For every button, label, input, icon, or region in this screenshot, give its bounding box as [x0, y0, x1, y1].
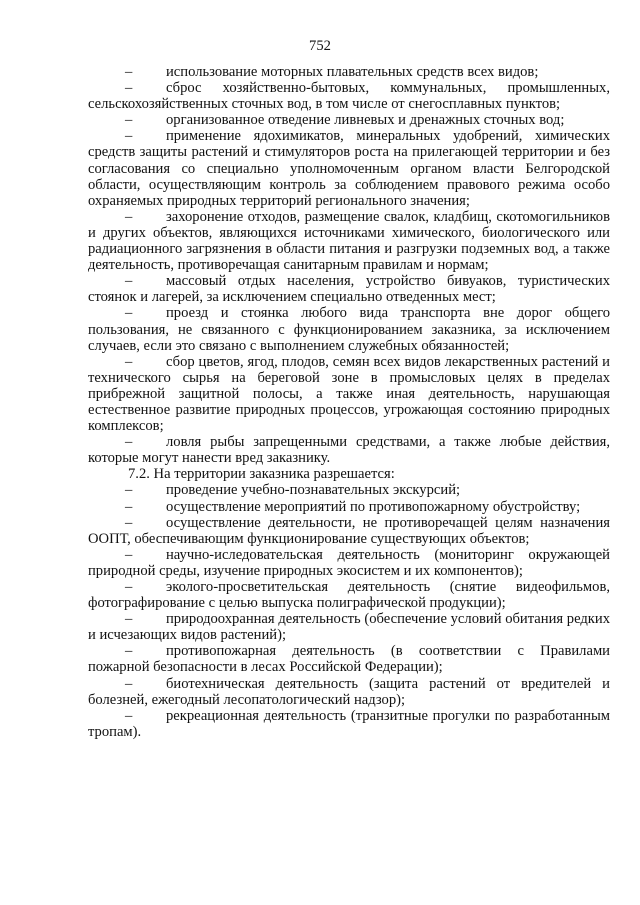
list-item-text: использование моторных плавательных средств всех видов;: [166, 64, 539, 80]
list-dash: –: [125, 208, 133, 225]
list-dash: –: [125, 643, 133, 660]
list-item: [88, 708, 610, 740]
list-item: [88, 64, 610, 80]
list-item: [88, 482, 610, 498]
list-item: [88, 128, 610, 208]
list-item-text: захоронение отходов, размещение свалок, кладбищ, скотомогильников и других объектов, являющихся источниками химического, биологического или радиационного загрязнения в области питания и разгрузки подземных вод, а также деятельность, противоречащая санитарным правилам и нормам;: [88, 208, 610, 274]
list-item: [88, 434, 610, 466]
list-item: [88, 305, 610, 353]
list-item: [88, 579, 610, 611]
list-item-text: осуществление мероприятий по противопожарному обустройству;: [166, 498, 581, 515]
list-item: [88, 354, 610, 434]
list-dash: –: [125, 128, 133, 145]
list-dash: –: [125, 546, 133, 563]
list-item: [88, 499, 610, 515]
list-item: [88, 515, 610, 547]
list-item: [88, 643, 610, 675]
list-item: [88, 611, 610, 643]
list-dash: –: [125, 64, 133, 80]
page-content: [88, 64, 610, 740]
list-dash: –: [125, 514, 133, 531]
list-item-text: сбор цветов, ягод, плодов, семян всех видов лекарственных растений и технического сырья на береговой зоне в промысловых целях в пределах прибрежной защитной полосы, а также иная деятельность, нарушающая естественное развитие природных процессов, угрожающая состоянию природных комплексов;: [88, 353, 610, 435]
list-item-text: рекреационная деятельность (транзитные прогулки по разработанным тропам).: [88, 707, 610, 740]
list-item-text: сброс хозяйственно-бытовых, коммунальных, промышленных, сельскохозяйственных сточных вод, в том числе от снегосплавных пунктов;: [88, 80, 610, 113]
list-item-text: научно-иследовательская деятельность (мониторинг окружающей природной среды, изучение природных экосистем и их компонентов);: [88, 546, 610, 579]
list-item-text: эколого-просветительская деятельность (снятие видеофильмов, фотографирование с целью выпуска полиграфической продукции);: [88, 579, 610, 612]
list-dash: –: [125, 112, 133, 129]
list-item-text: противопожарная деятельность (в соответствии с Правилами пожарной безопасности в лесах Российской Федерации);: [88, 643, 610, 676]
list-item-text: проезд и стоянка любого вида транспорта вне дорог общего пользования, не связанного с функционированием заказника, за исключением случаев, если это связано с выполнением служебных обязанностей;: [88, 305, 610, 354]
prohibited-list: [88, 64, 610, 466]
list-item-text: биотехническая деятельность (защита растений от вредителей и болезней, ежегодный лесопатологический надзор);: [88, 675, 610, 708]
list-item: [88, 209, 610, 273]
list-item: [88, 80, 610, 112]
list-dash: –: [125, 434, 133, 451]
list-dash: –: [125, 498, 133, 515]
list-dash: –: [125, 675, 133, 692]
list-dash: –: [125, 273, 133, 290]
list-dash: –: [125, 305, 133, 322]
list-dash: –: [125, 353, 133, 370]
section-heading: 7.2. На территории заказника разрешается:: [128, 466, 395, 483]
list-item: [88, 547, 610, 579]
list-item-text: осуществление деятельности, не противоречащей целям назначения ООПТ, обеспечивающим функционирование существующих объектов;: [88, 514, 610, 547]
list-item-text: природоохранная деятельность (обеспечение условий обитания редких и исчезающих видов растений);: [88, 611, 610, 644]
list-item: [88, 273, 610, 305]
page-number: 752: [309, 38, 331, 54]
list-item-text: проведение учебно-познавательных экскурсий;: [166, 482, 461, 499]
list-item-text: применение ядохимикатов, минеральных удобрений, химических средств защиты растений и стимуляторов роста на прилегающей территории и без согласования со специально уполномоченным органом власти Белгородской области, осуществляющим контроль за соблюдением правового режима особо охраняемых природных территорий регионального значения;: [88, 128, 610, 209]
list-item-text: ловля рыбы запрещенными средствами, а также любые действия, которые могут нанести вред заказнику.: [88, 434, 610, 467]
list-dash: –: [125, 707, 133, 724]
list-dash: –: [125, 482, 133, 499]
list-item: [88, 112, 610, 128]
list-item: [88, 676, 610, 708]
allowed-list: [88, 482, 610, 740]
list-dash: –: [125, 579, 133, 595]
list-dash: –: [125, 80, 133, 97]
list-item-text: организованное отведение ливневых и дренажных сточных вод;: [166, 112, 565, 129]
list-dash: –: [125, 611, 133, 628]
list-item-text: массовый отдых населения, устройство бивуаков, туристических стоянок и лагерей, за исключением специально отведенных мест;: [88, 273, 610, 306]
